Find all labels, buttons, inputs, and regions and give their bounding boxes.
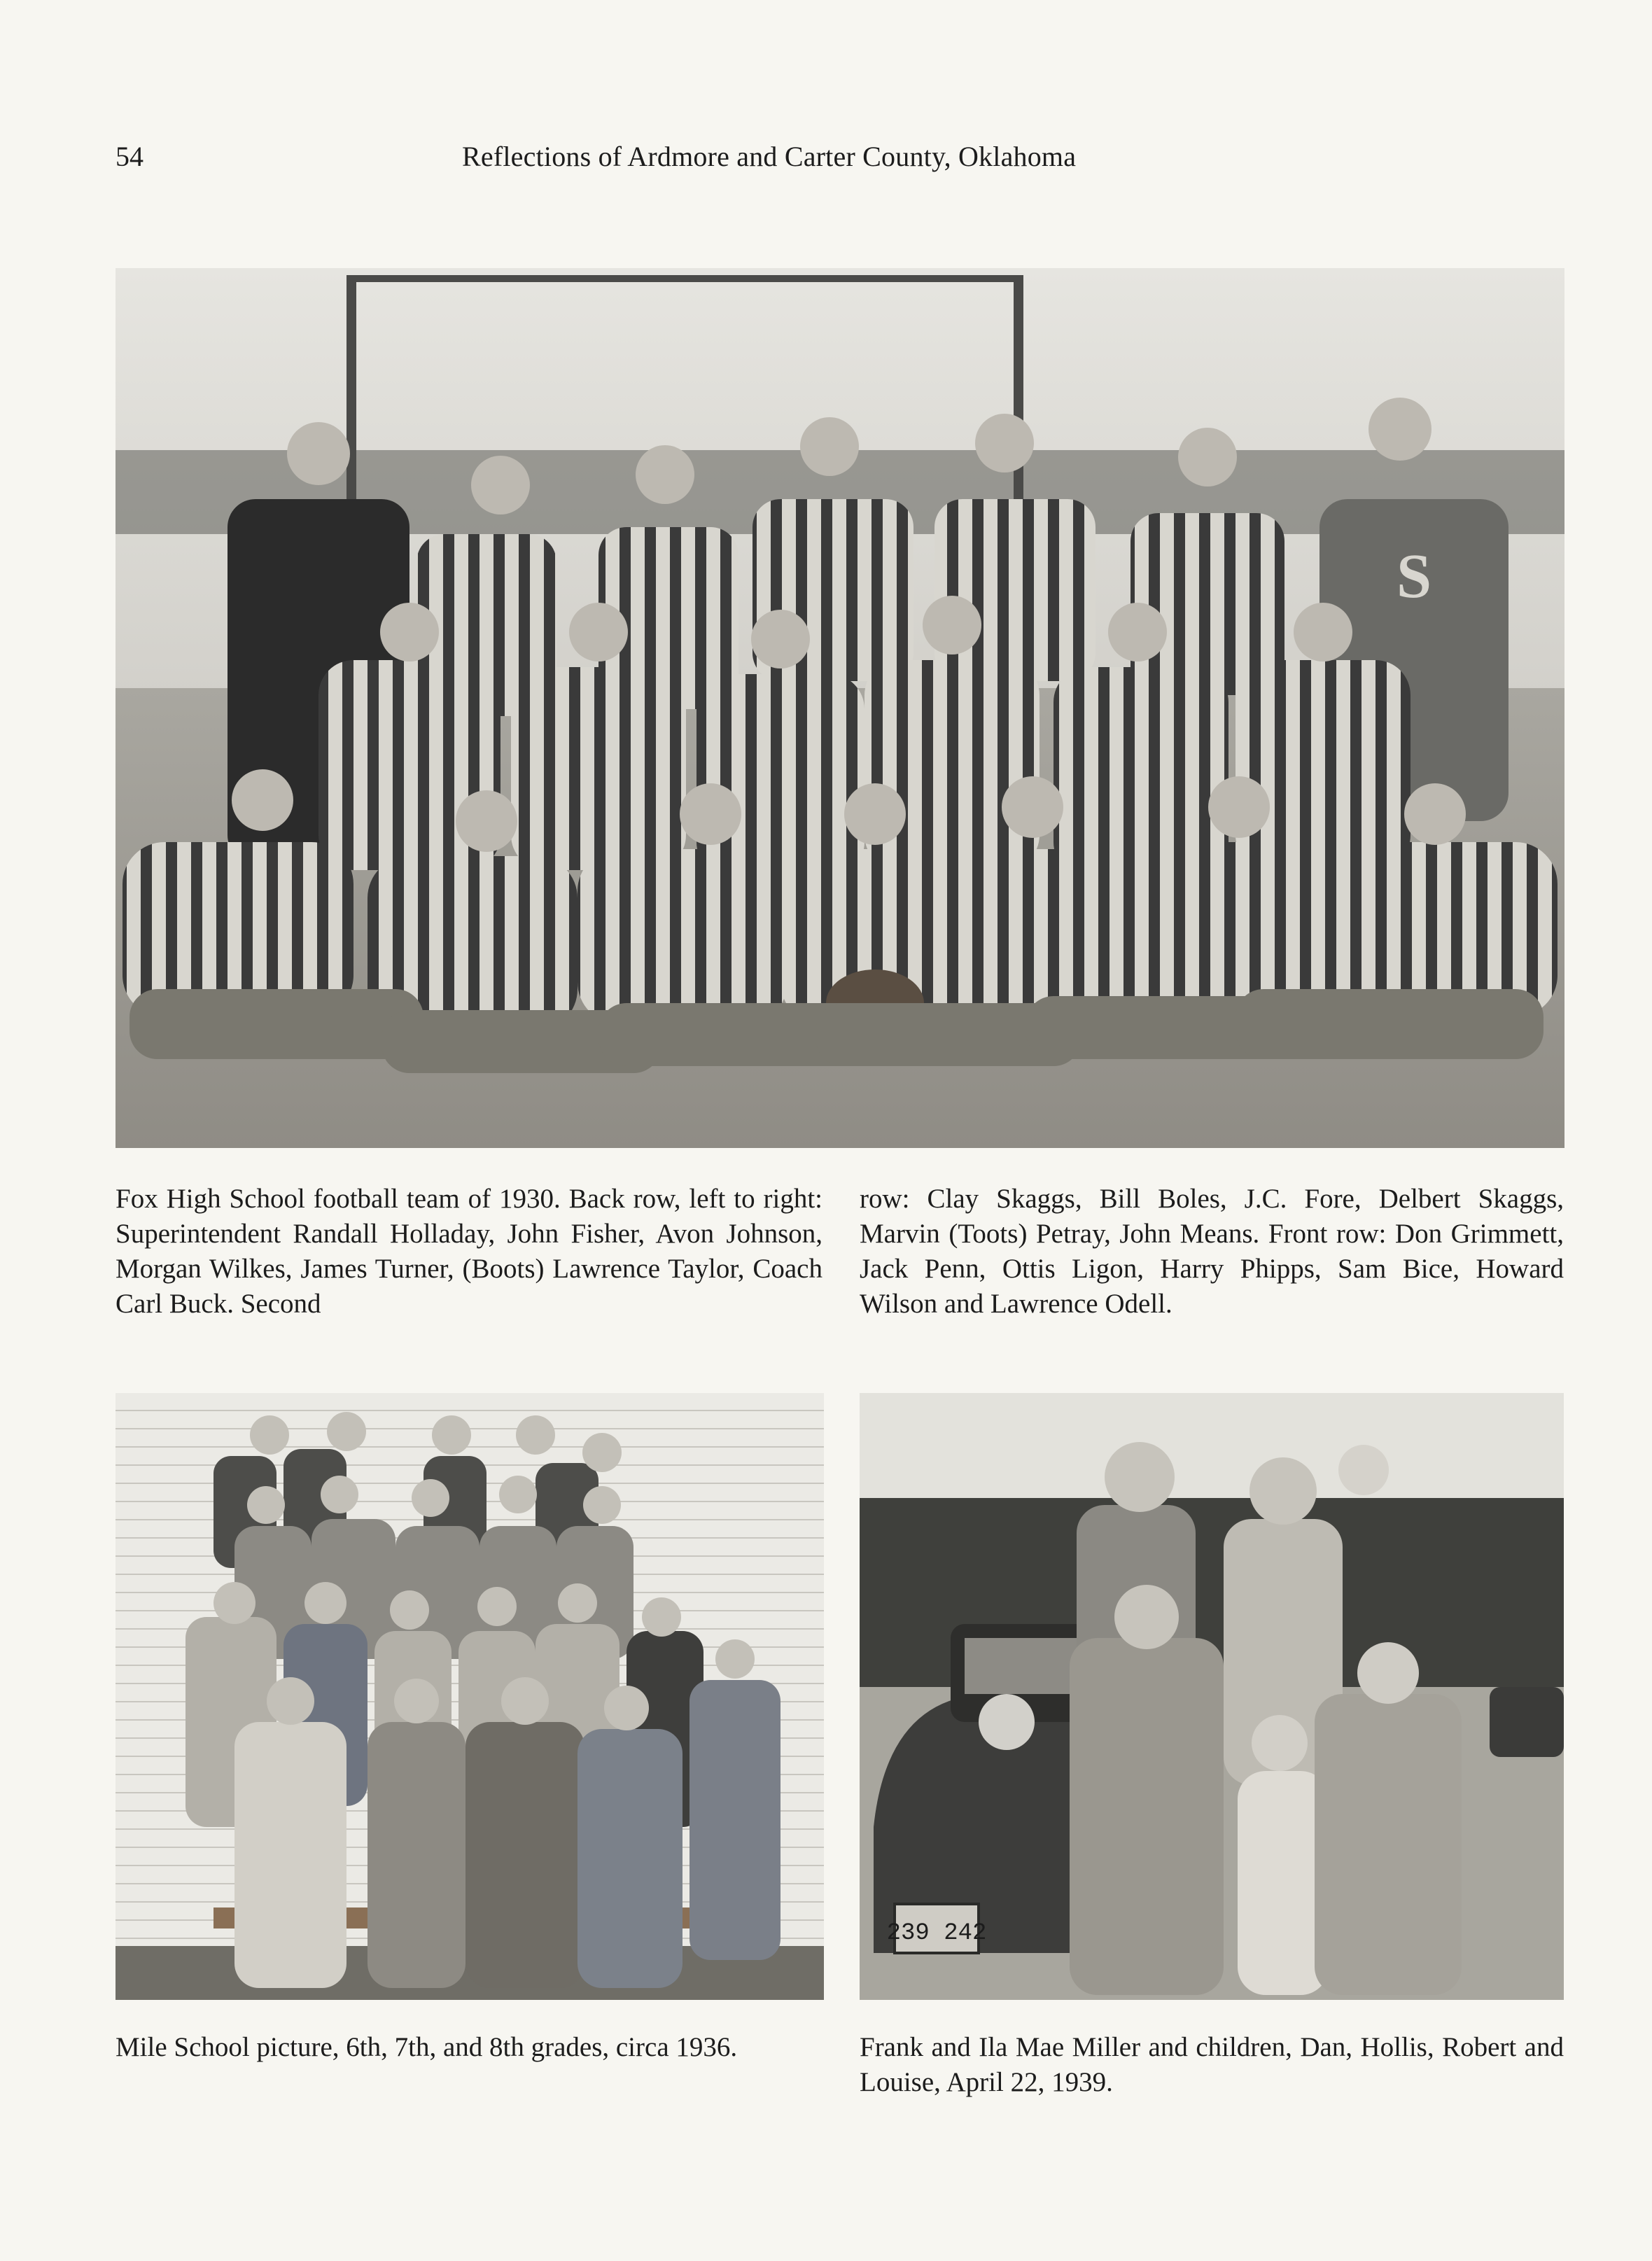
school-class-photo [115,1393,824,2000]
class-photo-icon [115,1393,824,2000]
team-photo-icon [115,268,1564,1148]
school-caption: Mile School picture, 6th, 7th, and 8th grades, circa 1936. [115,2032,738,2062]
license-plate: 239 242 [886,1920,987,1947]
svg-text:S: S [1396,542,1432,611]
football-team-photo [115,268,1564,1148]
page-number: 54 [115,141,144,172]
family-photo [860,1393,1564,2000]
running-title: Reflections of Ardmore and Carter County, Oklahoma [462,141,1077,172]
family-photo-icon [860,1393,1564,2000]
family-caption: Frank and Ila Mae Miller and children, Dan, Hollis, Robert and Louise, April 22, 1939. [860,2032,1564,2097]
football-caption-right: row: Clay Skaggs, Bill Boles, J.C. Fore, Delbert Skaggs, Marvin (Toots) Petray, John Means. Front row: Don Grimmett, Jack Penn, Ottis Ligon, Harry Phipps, Sam Bice, Howard Wilson and Lawrence Odell. [860,1184,1564,1319]
football-caption-left: Fox High School football team of 1930. Back row, left to right: Superintendent Randall Holladay, John Fisher, Avon Johnson, Morgan Wilkes, James Turner, (Boots) Lawrence Taylor, Coach Carl Buck. Second [115,1184,822,1319]
